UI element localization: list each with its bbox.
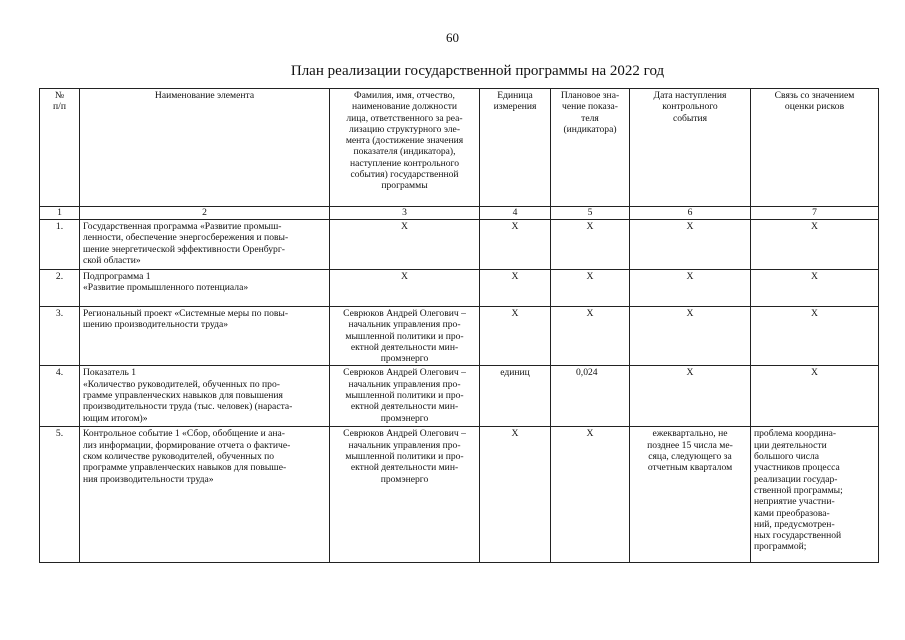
- event-date-cell: X: [630, 307, 751, 366]
- risk-link-cell: X: [751, 366, 879, 427]
- unit-cell: единиц: [480, 366, 551, 427]
- element-name: Контрольное событие 1 «Сбор, обобщение и ана- лиз информации, формирование отчета о фактиче- ском количестве руководителей, обученных по программе управленческих навыков для повыше- ния производительности труда»: [80, 427, 330, 563]
- risk-link-cell: X: [751, 220, 879, 270]
- column-number: 1: [40, 207, 80, 220]
- plan-value-cell: X: [551, 270, 630, 307]
- header-plan-value: Плановое зна- чение показа- теля (индикатора): [551, 89, 630, 207]
- row-number: 2.: [40, 270, 80, 307]
- event-date-cell: X: [630, 270, 751, 307]
- document-title: План реализации государственной программы на 2022 год: [290, 63, 665, 79]
- table-row: [40, 307, 879, 366]
- table-row: [40, 220, 879, 270]
- header-unit: Единица измерения: [480, 89, 551, 207]
- column-number-row: [40, 207, 879, 220]
- risk-link-cell: X: [751, 270, 879, 307]
- table-row: [40, 366, 879, 427]
- plan-value-cell: 0,024: [551, 366, 630, 427]
- row-number: 1.: [40, 220, 80, 270]
- responsible-person: Севрюков Андрей Олегович – начальник управления про- мышленной политики и про- ектной деятельности мин- промэнерго: [330, 307, 480, 366]
- column-number: 6: [630, 207, 751, 220]
- element-name: Показатель 1 «Количество руководителей, обученных по про- грамме управленческих навыков для повышения производительности труда (тыс. человек) (нараста- ющим итогом)»: [80, 366, 330, 427]
- page-number: 60: [446, 30, 459, 45]
- header-event-date: Дата наступления контрольного события: [630, 89, 751, 207]
- event-date-cell: X: [630, 366, 751, 427]
- element-name: Региональный проект «Системные меры по повы- шению производительности труда»: [80, 307, 330, 366]
- unit-cell: X: [480, 220, 551, 270]
- header-responsible: Фамилия, имя, отчество, наименование должности лица, ответственного за реа- лизацию структурного эле- мента (достижение значения показателя (индикатора), наступление контрольного события) государственной программы: [330, 89, 480, 207]
- table-row: [40, 427, 879, 563]
- element-name: Государственная программа «Развитие промыш- ленности, обеспечение энергосбережения и повы- шение энергетической эффективности Оренбург- ской области»: [80, 220, 330, 270]
- column-number: 4: [480, 207, 551, 220]
- row-number: 4.: [40, 366, 80, 427]
- column-number: 3: [330, 207, 480, 220]
- row-number: 5.: [40, 427, 80, 563]
- plan-value-cell: X: [551, 427, 630, 563]
- column-number: 5: [551, 207, 630, 220]
- unit-cell: X: [480, 427, 551, 563]
- column-number: 2: [80, 207, 330, 220]
- plan-value-cell: X: [551, 220, 630, 270]
- responsible-person: X: [330, 270, 480, 307]
- risk-link-cell: X: [751, 307, 879, 366]
- responsible-person: Севрюков Андрей Олегович – начальник управления про- мышленной политики и про- ектной деятельности мин- промэнерго: [330, 427, 480, 563]
- header-number: № п/п: [40, 89, 80, 207]
- event-date-cell: ежеквартально, не позднее 15 числа ме- сяца, следующего за отчетным кварталом: [630, 427, 751, 563]
- unit-cell: X: [480, 307, 551, 366]
- implementation-plan-table: [39, 88, 879, 563]
- event-date-cell: X: [630, 220, 751, 270]
- unit-cell: X: [480, 270, 551, 307]
- responsible-person: Севрюков Андрей Олегович – начальник управления про- мышленной политики и про- ектной деятельности мин- промэнерго: [330, 366, 480, 427]
- plan-value-cell: X: [551, 307, 630, 366]
- table-header-row: [40, 89, 879, 207]
- element-name: Подпрограмма 1 «Развитие промышленного потенциала»: [80, 270, 330, 307]
- row-number: 3.: [40, 307, 80, 366]
- risk-link-cell: проблема координа- ции деятельности большого числа участников процесса реализации государ- ственной программы; неприятие участни- ками преобразова- ний, предусмотрен- ных государственной программой;: [751, 427, 879, 563]
- table-row: [40, 270, 879, 307]
- header-risk-link: Связь со значением оценки рисков: [751, 89, 879, 207]
- column-number: 7: [751, 207, 879, 220]
- header-element-name: Наименование элемента: [80, 89, 330, 207]
- responsible-person: X: [330, 220, 480, 270]
